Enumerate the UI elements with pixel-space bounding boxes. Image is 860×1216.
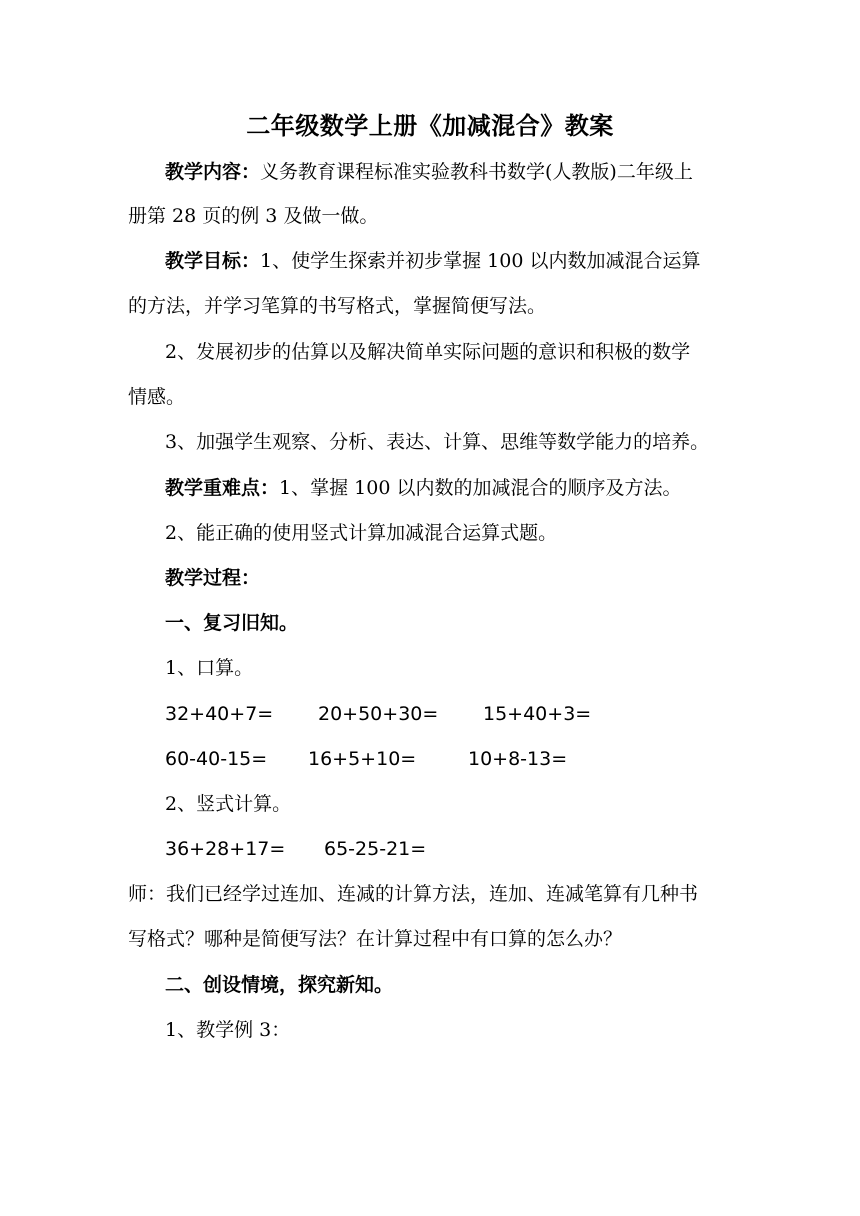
process-heading: 教学过程：	[165, 567, 261, 589]
goal-text-1: 1、使学生探索并初步掌握 100 以内数加减混合运算	[260, 250, 701, 272]
vertical-expr: 36+28+17=	[165, 838, 286, 860]
oral-expr: 16+5+10=	[308, 748, 417, 770]
key-label: 教学重难点：	[165, 477, 280, 499]
goal-text-2: 的方法，并学习笔算的书写格式，掌握简便写法。	[128, 295, 547, 317]
oral-expr: 60-40-15=	[165, 748, 268, 770]
vertical-item: 2、竖式计算。	[165, 793, 292, 815]
goal-line-1	[165, 246, 700, 276]
key-line-2: 2、能正确的使用竖式计算加减混合运算式题。	[165, 522, 558, 544]
oral-expr: 10+8-13=	[468, 748, 568, 770]
goal2-line-2: 情感。	[128, 386, 186, 408]
content-line-1	[165, 157, 693, 187]
teacher-line-2: 写格式？哪种是简便写法？在计算过程中有口算的怎么办？	[128, 928, 623, 950]
teacher-line-1: 师：我们已经学过连加、连减的计算方法，连加、连减笔算有几种书	[128, 883, 699, 905]
content-label: 教学内容：	[165, 161, 261, 183]
example-item: 1、教学例 3：	[165, 1019, 291, 1041]
oral-item: 1、口算。	[165, 657, 254, 679]
content-text-2: 册第 28 页的例 3 及做一做。	[128, 205, 379, 227]
goal2-line-1: 2、发展初步的估算以及解决简单实际问题的意识和积极的数学	[165, 341, 691, 363]
oral-expr: 15+40+3=	[483, 703, 592, 725]
goal3-line: 3、加强学生观察、分析、表达、计算、思维等数学能力的培养。	[165, 431, 710, 453]
oral-expr: 32+40+7=	[165, 703, 274, 725]
vertical-expr: 65-25-21=	[324, 838, 427, 860]
section1-heading: 一、复习旧知。	[165, 612, 299, 634]
key-text-1: 1、掌握 100 以内数的加减混合的顺序及方法。	[279, 477, 682, 499]
key-line-1	[165, 473, 681, 503]
oral-expr: 20+50+30=	[318, 703, 439, 725]
content-text-1: 义务教育课程标准实验教科书数学(人教版)二年级上	[260, 161, 693, 183]
section2-heading: 二、创设情境，探究新知。	[165, 974, 394, 996]
goal-label: 教学目标：	[165, 250, 261, 272]
document-title: 二年级数学上册《加减混合》教案	[246, 111, 614, 140]
